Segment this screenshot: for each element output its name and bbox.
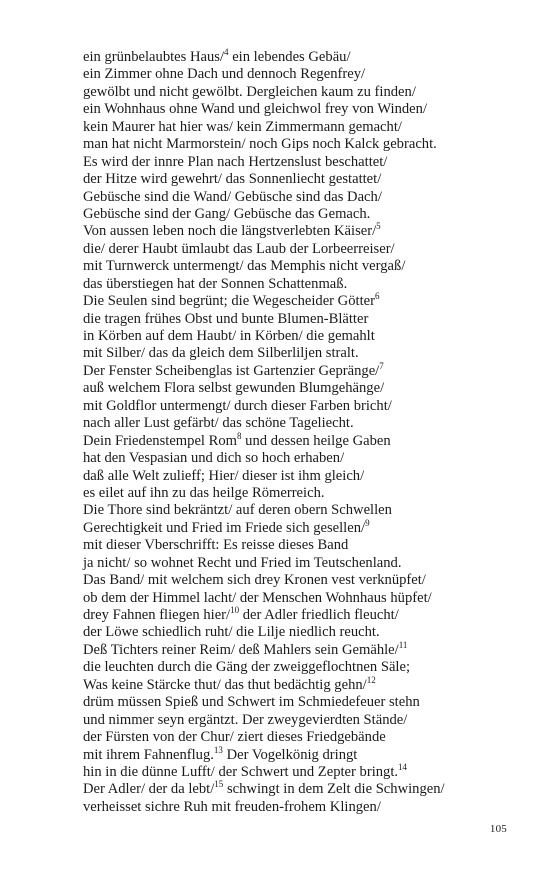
poem-line (83, 154, 523, 171)
line-text: die tragen frühes Obst und bunte Blumen-Blätter (83, 310, 369, 327)
poem-line (83, 729, 523, 746)
poem-line (83, 328, 523, 345)
line-text: Gebüsche sind der Gang/ Gebüsche das Gemach. (83, 205, 371, 222)
line-text: Von aussen leben noch die längstverlebten Käiser/ (83, 223, 377, 240)
line-text: der Löwe schiedlich ruht/ die Lilje niedlich reucht. (83, 624, 380, 641)
poem-line (83, 674, 523, 694)
poem-line (83, 241, 523, 258)
footnote-marker: 8 (237, 430, 242, 441)
page-number: 105 (489, 823, 507, 835)
poem-line (83, 84, 523, 101)
poem-line (83, 49, 523, 66)
poem-line (83, 258, 523, 275)
line-text: nach aller Lust gefärbt/ das schöne Tageliecht. (83, 415, 354, 432)
line-text: auß welchem Flora selbst gewunden Blumgehänge/ (83, 380, 385, 397)
poem-line (83, 712, 523, 729)
line-text: ein lebendes Gebäu/ (228, 49, 351, 65)
line-text: Dein Friedenstempel Rom (83, 432, 238, 449)
line-text: der Hitze wird gewehrt/ das Sonnenliecht gestattet/ (83, 171, 382, 188)
line-text: schwingt in dem Zelt die Schwingen/ (223, 781, 445, 798)
footnote-marker: 7 (379, 360, 384, 371)
line-text: drüm müssen Spieß und Schwert im Schmiedefeuer stehn (83, 694, 420, 711)
poem-line (83, 659, 523, 676)
poem-line (83, 694, 523, 711)
poem-line (83, 537, 523, 554)
footnote-marker: 12 (366, 674, 376, 685)
line-text: mit Turnwerck untermengt/ das Memphis nicht vergaß/ (83, 258, 406, 275)
poem-line (83, 398, 523, 415)
poem-text (83, 49, 523, 816)
poem-line (83, 485, 523, 502)
poem-line (83, 66, 523, 83)
poem-line (83, 293, 523, 310)
line-text: kein Maurer hat hier was/ kein Zimmermann gemacht/ (83, 118, 402, 135)
line-text: Gerechtigkeit und Fried im Friede sich gesellen/ (83, 519, 366, 536)
poem-line (83, 119, 523, 136)
poem-line (83, 430, 523, 450)
line-text: hat den Vespasian und dich so hoch erhaben/ (83, 450, 345, 467)
poem-line (83, 572, 523, 589)
poem-line (83, 517, 523, 537)
poem-line (83, 744, 523, 764)
line-text: gewölbt und nicht gewölbt. Dergleichen kaum zu finden/ (83, 83, 416, 100)
line-text: man hat nicht Marmorstein/ noch Gips noch Kalck gebracht. (83, 136, 437, 153)
footnote-marker: 6 (374, 291, 380, 302)
line-text: daß alle Welt zulieff; Hier/ dieser ist ihm gleich/ (83, 467, 365, 484)
line-text: die/ derer Haubt ümlaubt das Laub der Lorbeerreiser/ (83, 240, 395, 257)
line-text: das überstiegen hat der Sonnen Schattenmaß. (83, 275, 348, 292)
footnote-marker: 15 (214, 779, 224, 790)
line-text: Was keine Stärcke thut/ das thut bedächtig gehn/ (83, 676, 367, 693)
poem-line (83, 468, 523, 485)
poem-line (83, 607, 523, 624)
line-text: ja nicht/ so wohnet Recht und Fried im Teutschenland. (83, 554, 402, 571)
line-text: der Fürsten von der Chur/ ziert dieses Friedgebände (83, 729, 386, 746)
line-text: und nimmer seyn ergäntzt. Der zweygevierdten Stände/ (83, 711, 408, 728)
line-text: drey Fahnen fliegen hier/ (83, 607, 231, 623)
poem-line (83, 799, 523, 816)
poem-line (83, 345, 523, 362)
line-text: hin in die dünne Lufft/ der Schwert und Zepter bringt. (83, 763, 399, 780)
line-text: Der Adler/ der da lebt/ (83, 781, 215, 798)
poem-line (83, 639, 523, 659)
poem-line (83, 380, 523, 397)
poem-line (83, 415, 523, 432)
line-text: Der Vogelkönig dringt (222, 746, 358, 763)
line-text: es eilet auf ihn zu das heilge Römerreich. (83, 484, 325, 501)
footnote-marker: 13 (213, 744, 223, 755)
line-text: Der Fenster Scheibenglas ist Gartenzier Gepränge/ (83, 362, 380, 379)
line-text: ob dem der Himmel lacht/ der Menschen Wohnhaus hüpfet/ (83, 589, 432, 606)
poem-line (83, 136, 523, 153)
poem-line (83, 276, 523, 293)
poem-line (83, 624, 523, 641)
poem-line (83, 590, 523, 607)
poem-line (83, 311, 523, 328)
poem-line (83, 781, 523, 798)
line-text: in Körben auf dem Haubt/ in Körben/ die gemahlt (83, 328, 375, 344)
line-text: der Adler friedlich fleucht/ (239, 607, 399, 623)
line-text: und dessen heilge Gaben (241, 432, 391, 449)
line-text: ein Zimmer ohne Dach und dennoch Regenfrey/ (83, 66, 366, 83)
line-text: Es wird der innre Plan nach Hertzenslust beschattet/ (83, 153, 388, 170)
footnote-marker: 9 (365, 517, 370, 528)
line-text: mit Goldflor untermengt/ durch dieser Farben bricht/ (83, 397, 392, 414)
line-text: mit dieser Vberschrifft: Es reisse dieses Band (83, 537, 349, 554)
line-text: Deß Tichters reiner Reim/ deß Mahlers sein Gemähle/ (83, 641, 399, 658)
line-text: die leuchten durch die Gäng der zweiggeflochtnen Säle; (83, 659, 411, 676)
poem-line (83, 223, 523, 240)
footnote-marker: 5 (376, 221, 381, 232)
line-text: Gebüsche sind die Wand/ Gebüsche sind das Dach/ (83, 188, 382, 205)
poem-line (83, 360, 523, 380)
poem-line (83, 189, 523, 206)
line-text: ein grünbelaubtes Haus/ (83, 49, 225, 65)
poem-line (83, 502, 523, 519)
poem-line (83, 761, 523, 781)
poem-line (83, 171, 523, 188)
footnote-marker: 4 (224, 47, 229, 57)
poem-line (83, 450, 523, 467)
footnote-marker: 11 (398, 639, 408, 650)
line-text: mit Silber/ das da gleich dem Silberliljen stralt. (83, 345, 359, 362)
poem-line (83, 206, 523, 223)
line-text: ein Wohnhaus ohne Wand und gleichwol frey von Winden/ (83, 101, 428, 118)
line-text: verheisset sichre Ruh mit freuden-frohem Klingen/ (83, 798, 381, 815)
line-text: Die Seulen sind begrünt; die Wegescheider Götter (83, 293, 375, 310)
footnote-marker: 14 (398, 761, 408, 772)
poem-line (83, 555, 523, 572)
footnote-marker: 10 (230, 605, 240, 615)
line-text: mit ihrem Fahnenflug. (83, 746, 214, 763)
line-text: Die Thore sind bekräntzt/ auf deren obern Schwellen (83, 502, 392, 519)
line-text: Das Band/ mit welchem sich drey Kronen vest verknüpfet/ (83, 572, 426, 589)
poem-line (83, 101, 523, 118)
